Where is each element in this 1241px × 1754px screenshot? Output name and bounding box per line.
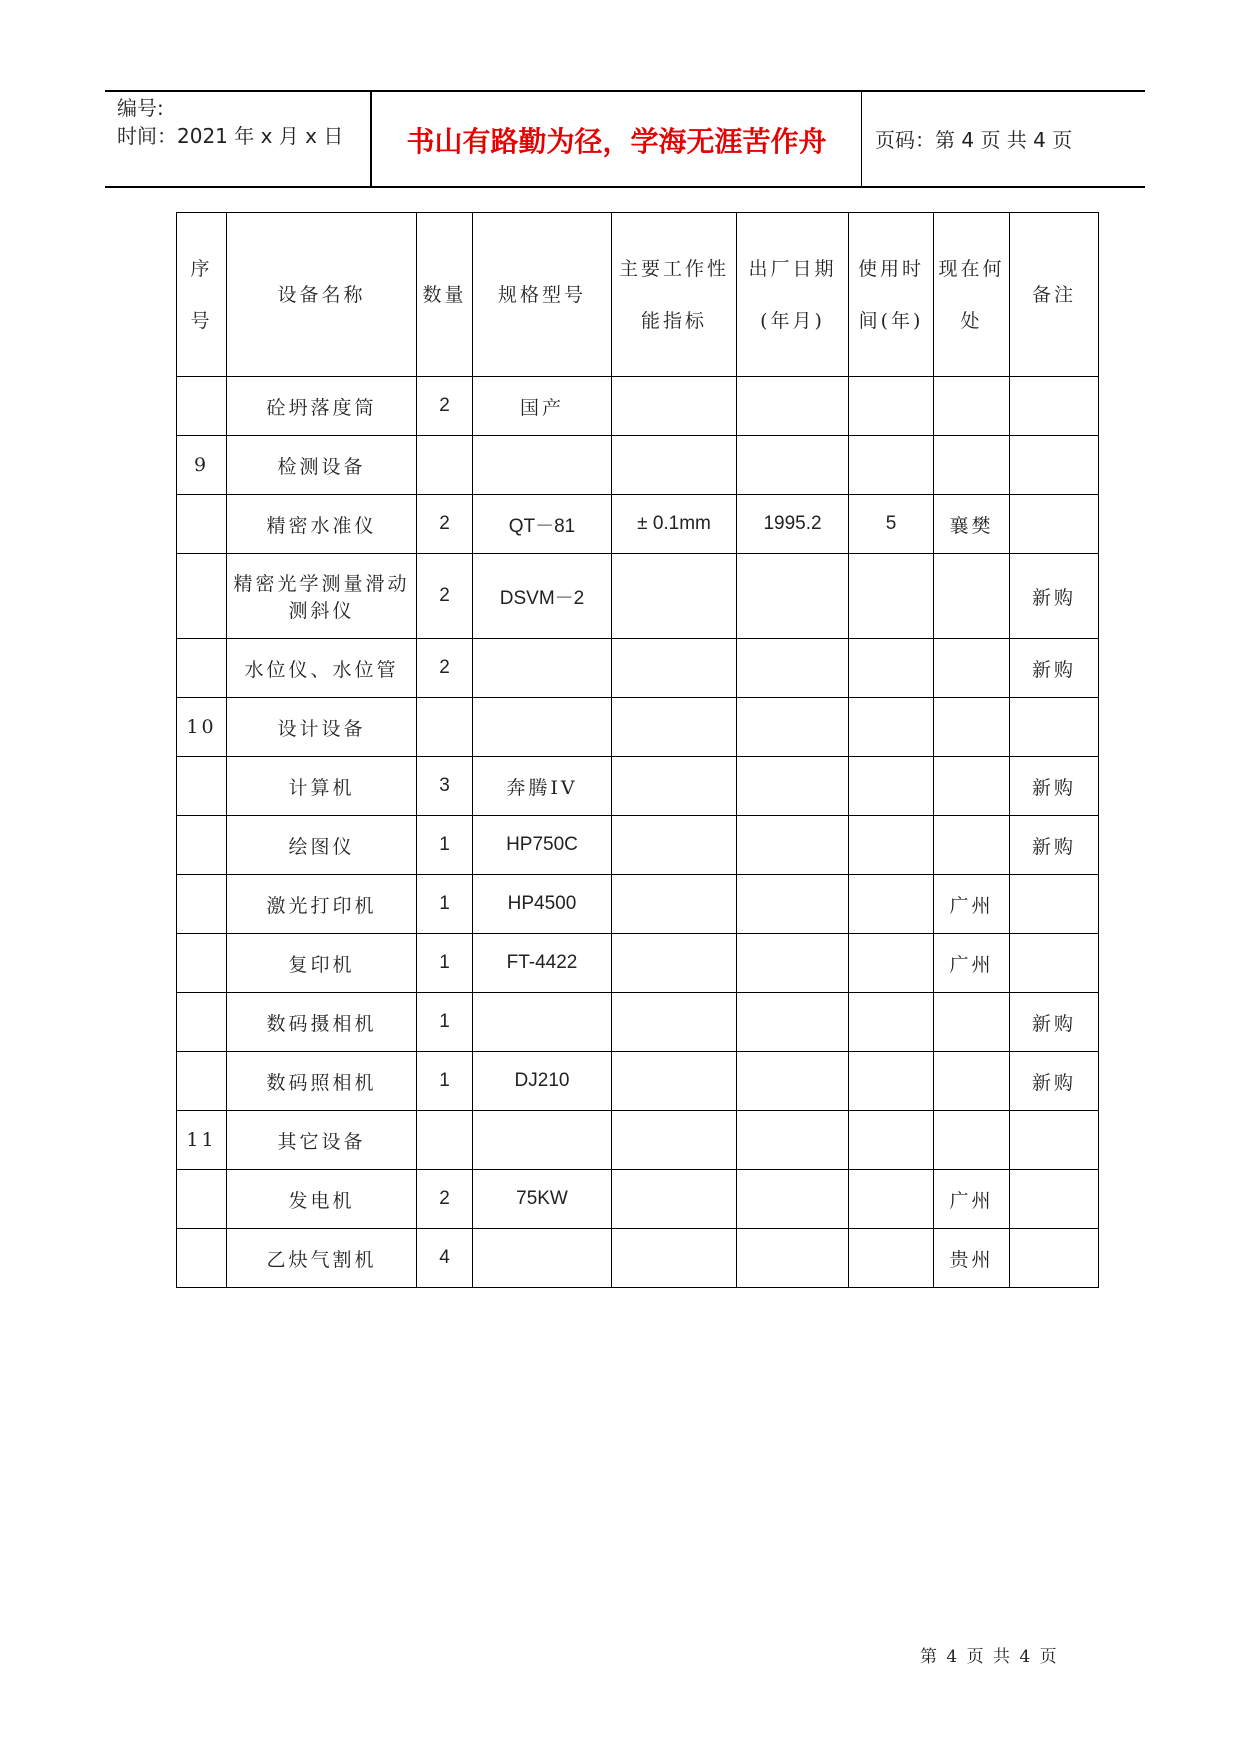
cell-model: DSVM－2 (473, 554, 612, 639)
cell-seq (177, 757, 227, 816)
cell-location (934, 1111, 1010, 1170)
table-row (177, 1052, 1099, 1111)
cell-qty: 1 (417, 816, 473, 875)
cell-spec (612, 554, 737, 639)
cell-years (849, 1111, 934, 1170)
header-meta (117, 94, 343, 150)
cell-qty (417, 1111, 473, 1170)
cell-location (934, 993, 1010, 1052)
cell-spec (612, 757, 737, 816)
cell-seq: 11 (177, 1111, 227, 1170)
table-row (177, 1170, 1099, 1229)
cell-seq (177, 495, 227, 554)
cell-location (934, 698, 1010, 757)
cell-model: QT－81 (473, 495, 612, 554)
cell-model (473, 698, 612, 757)
cell-qty: 1 (417, 875, 473, 934)
cell-seq (177, 639, 227, 698)
cell-years (849, 639, 934, 698)
cell-qty: 2 (417, 495, 473, 554)
cell-name: 复印机 (227, 934, 417, 993)
cell-date (737, 1052, 849, 1111)
cell-qty: 2 (417, 639, 473, 698)
cell-qty: 1 (417, 1052, 473, 1111)
cell-qty (417, 436, 473, 495)
table-row (177, 875, 1099, 934)
cell-spec (612, 1111, 737, 1170)
cell-name: 检测设备 (227, 436, 417, 495)
cell-spec (612, 639, 737, 698)
cell-location: 广州 (934, 934, 1010, 993)
cell-years (849, 875, 934, 934)
cell-location: 襄樊 (934, 495, 1010, 554)
cell-location: 贵州 (934, 1229, 1010, 1288)
cell-years: 5 (849, 495, 934, 554)
cell-qty: 1 (417, 934, 473, 993)
page-footer: 第 4 页 共 4 页 (920, 1647, 1059, 1667)
cell-spec (612, 1052, 737, 1111)
cell-qty (417, 698, 473, 757)
cell-date (737, 1111, 849, 1170)
cell-seq (177, 1170, 227, 1229)
cell-location (934, 377, 1010, 436)
cell-model: FT-4422 (473, 934, 612, 993)
cell-location (934, 757, 1010, 816)
cell-years (849, 436, 934, 495)
cell-date (737, 639, 849, 698)
header-seq: 序号 (177, 213, 227, 377)
cell-date (737, 1229, 849, 1288)
cell-remark: 新购 (1010, 757, 1099, 816)
cell-years (849, 698, 934, 757)
header-model: 规格型号 (473, 213, 612, 377)
cell-years (849, 377, 934, 436)
cell-seq: 10 (177, 698, 227, 757)
cell-name: 绘图仪 (227, 816, 417, 875)
cell-location: 广州 (934, 1170, 1010, 1229)
cell-spec: ± 0.1mm (612, 495, 737, 554)
time-label: 时间：2021 年 x 月 x 日 (117, 124, 344, 148)
cell-spec (612, 816, 737, 875)
header-remark: 备注 (1010, 213, 1099, 377)
cell-years (849, 1052, 934, 1111)
cell-model: HP750C (473, 816, 612, 875)
cell-remark: 新购 (1010, 816, 1099, 875)
cell-spec (612, 1229, 737, 1288)
header-date: 出厂日期(年月) (737, 213, 849, 377)
cell-spec (612, 1170, 737, 1229)
cell-name: 设计设备 (227, 698, 417, 757)
cell-name: 砼坍落度筒 (227, 377, 417, 436)
cell-model: DJ210 (473, 1052, 612, 1111)
cell-date (737, 554, 849, 639)
cell-seq (177, 1229, 227, 1288)
cell-name: 精密水准仪 (227, 495, 417, 554)
cell-date (737, 698, 849, 757)
cell-location (934, 436, 1010, 495)
cell-name: 水位仪、水位管 (227, 639, 417, 698)
table-row (177, 377, 1099, 436)
cell-date (737, 875, 849, 934)
cell-years (849, 1229, 934, 1288)
cell-seq (177, 377, 227, 436)
cell-model (473, 436, 612, 495)
cell-seq (177, 875, 227, 934)
cell-remark: 新购 (1010, 993, 1099, 1052)
table-row (177, 554, 1099, 639)
header-location: 现在何处 (934, 213, 1010, 377)
cell-location (934, 554, 1010, 639)
table-row (177, 495, 1099, 554)
cell-model (473, 1229, 612, 1288)
cell-model: 75KW (473, 1170, 612, 1229)
cell-seq (177, 1052, 227, 1111)
motto: 书山有路勤为径，学海无涯苦作舟 (406, 125, 827, 158)
cell-remark (1010, 934, 1099, 993)
cell-seq: 9 (177, 436, 227, 495)
cell-years (849, 993, 934, 1052)
cell-date (737, 757, 849, 816)
header-qty: 数量 (417, 213, 473, 377)
cell-seq (177, 993, 227, 1052)
cell-location: 广州 (934, 875, 1010, 934)
cell-spec (612, 436, 737, 495)
table-row (177, 993, 1099, 1052)
cell-remark (1010, 875, 1099, 934)
cell-model (473, 993, 612, 1052)
cell-spec (612, 934, 737, 993)
cell-remark: 新购 (1010, 1052, 1099, 1111)
cell-qty: 4 (417, 1229, 473, 1288)
table-row (177, 816, 1099, 875)
cell-remark (1010, 1111, 1099, 1170)
cell-name: 其它设备 (227, 1111, 417, 1170)
cell-remark: 新购 (1010, 639, 1099, 698)
divider (861, 92, 862, 186)
header-row (177, 213, 1099, 377)
cell-qty: 2 (417, 554, 473, 639)
table-row (177, 639, 1099, 698)
cell-years (849, 554, 934, 639)
header-name: 设备名称 (227, 213, 417, 377)
table-row (177, 1111, 1099, 1170)
cell-remark: 新购 (1010, 554, 1099, 639)
cell-date (737, 436, 849, 495)
cell-location (934, 1052, 1010, 1111)
cell-name: 乙炔气割机 (227, 1229, 417, 1288)
cell-name: 精密光学测量滑动测斜仪 (227, 554, 417, 639)
cell-remark (1010, 698, 1099, 757)
cell-remark (1010, 495, 1099, 554)
table-row (177, 698, 1099, 757)
cell-name: 数码照相机 (227, 1052, 417, 1111)
header-years: 使用时间(年) (849, 213, 934, 377)
table-row (177, 757, 1099, 816)
cell-years (849, 757, 934, 816)
cell-date (737, 993, 849, 1052)
cell-remark (1010, 436, 1099, 495)
cell-name: 发电机 (227, 1170, 417, 1229)
cell-name: 计算机 (227, 757, 417, 816)
cell-seq (177, 554, 227, 639)
equipment-table (176, 212, 1099, 1288)
cell-model: 奔腾IV (473, 757, 612, 816)
table-row (177, 436, 1099, 495)
cell-location (934, 816, 1010, 875)
cell-years (849, 816, 934, 875)
cell-date (737, 1170, 849, 1229)
cell-seq (177, 934, 227, 993)
cell-date (737, 934, 849, 993)
page-label: 页码：第 4 页 共 4 页 (875, 128, 1073, 152)
cell-spec (612, 993, 737, 1052)
cell-spec (612, 377, 737, 436)
cell-date (737, 377, 849, 436)
cell-spec (612, 698, 737, 757)
cell-qty: 3 (417, 757, 473, 816)
cell-model: HP4500 (473, 875, 612, 934)
page-header (105, 90, 1145, 188)
cell-remark (1010, 1170, 1099, 1229)
cell-model (473, 639, 612, 698)
code-label: 编号: (117, 96, 164, 120)
cell-years (849, 1170, 934, 1229)
cell-qty: 2 (417, 377, 473, 436)
cell-location (934, 639, 1010, 698)
cell-remark (1010, 377, 1099, 436)
cell-years (849, 934, 934, 993)
cell-date: 1995.2 (737, 495, 849, 554)
cell-qty: 2 (417, 1170, 473, 1229)
table-row (177, 1229, 1099, 1288)
cell-name: 数码摄相机 (227, 993, 417, 1052)
cell-remark (1010, 1229, 1099, 1288)
table-row (177, 934, 1099, 993)
cell-qty: 1 (417, 993, 473, 1052)
cell-date (737, 816, 849, 875)
cell-name: 激光打印机 (227, 875, 417, 934)
cell-seq (177, 816, 227, 875)
cell-spec (612, 875, 737, 934)
header-spec: 主要工作性能指标 (612, 213, 737, 377)
cell-model (473, 1111, 612, 1170)
cell-model: 国产 (473, 377, 612, 436)
